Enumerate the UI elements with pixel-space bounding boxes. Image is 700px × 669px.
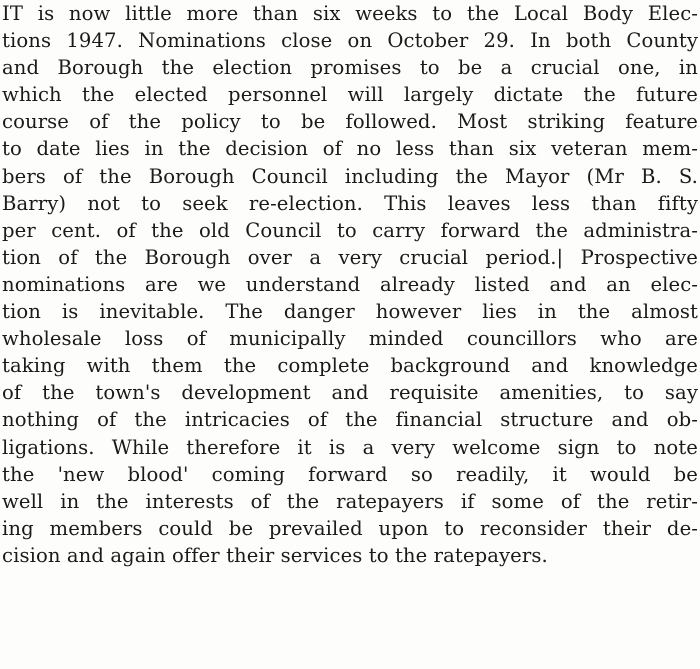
text-line-14: taking with them the complete background and knowledge bbox=[2, 354, 698, 378]
text-line-4: which the elected personnel will largely dictate the future bbox=[2, 83, 698, 107]
text-line-20: ing members could be prevailed upon to reconsider their de- bbox=[2, 516, 698, 540]
text-line-10: tion of the Borough over a very crucial period.| Prospective bbox=[2, 245, 698, 269]
article-paragraph bbox=[2, 0, 698, 569]
text-line-5: course of the policy to be followed. Most striking feature bbox=[2, 110, 698, 134]
text-line-1: IT is now little more than six weeks to the Local Body Elec- bbox=[2, 2, 698, 25]
text-line-11: nominations are we understand already listed and an elec- bbox=[2, 272, 698, 296]
text-line-8: Barry) not to seek re-election. This leaves less than fifty bbox=[2, 191, 698, 215]
text-line-6: to date lies in the decision of no less than six veteran mem- bbox=[2, 137, 698, 161]
text-line-7: bers of the Borough Council including the Mayor (Mr B. S. bbox=[2, 164, 698, 188]
text-line-2: tions 1947. Nominations close on October 29. In both County bbox=[2, 29, 698, 53]
text-line-3: and Borough the election promises to be a crucial one, in bbox=[2, 56, 698, 80]
text-line-15: of the town's development and requisite amenities, to say bbox=[2, 381, 698, 405]
text-line-13: wholesale loss of municipally minded councillors who are bbox=[2, 327, 698, 351]
text-line-21: cision and again offer their services to the ratepayers. bbox=[2, 543, 548, 567]
text-line-9: per cent. of the old Council to carry forward the administra- bbox=[2, 218, 698, 242]
text-line-19: well in the interests of the ratepayers if some of the retir- bbox=[2, 489, 698, 513]
text-line-18: the 'new blood' coming forward so readily, it would be bbox=[2, 462, 698, 486]
text-line-16: nothing of the intricacies of the financial structure and ob- bbox=[2, 408, 698, 432]
text-line-17: ligations. While therefore it is a very welcome sign to note bbox=[2, 435, 698, 459]
text-line-12: tion is inevitable. The danger however lies in the almost bbox=[2, 300, 698, 324]
